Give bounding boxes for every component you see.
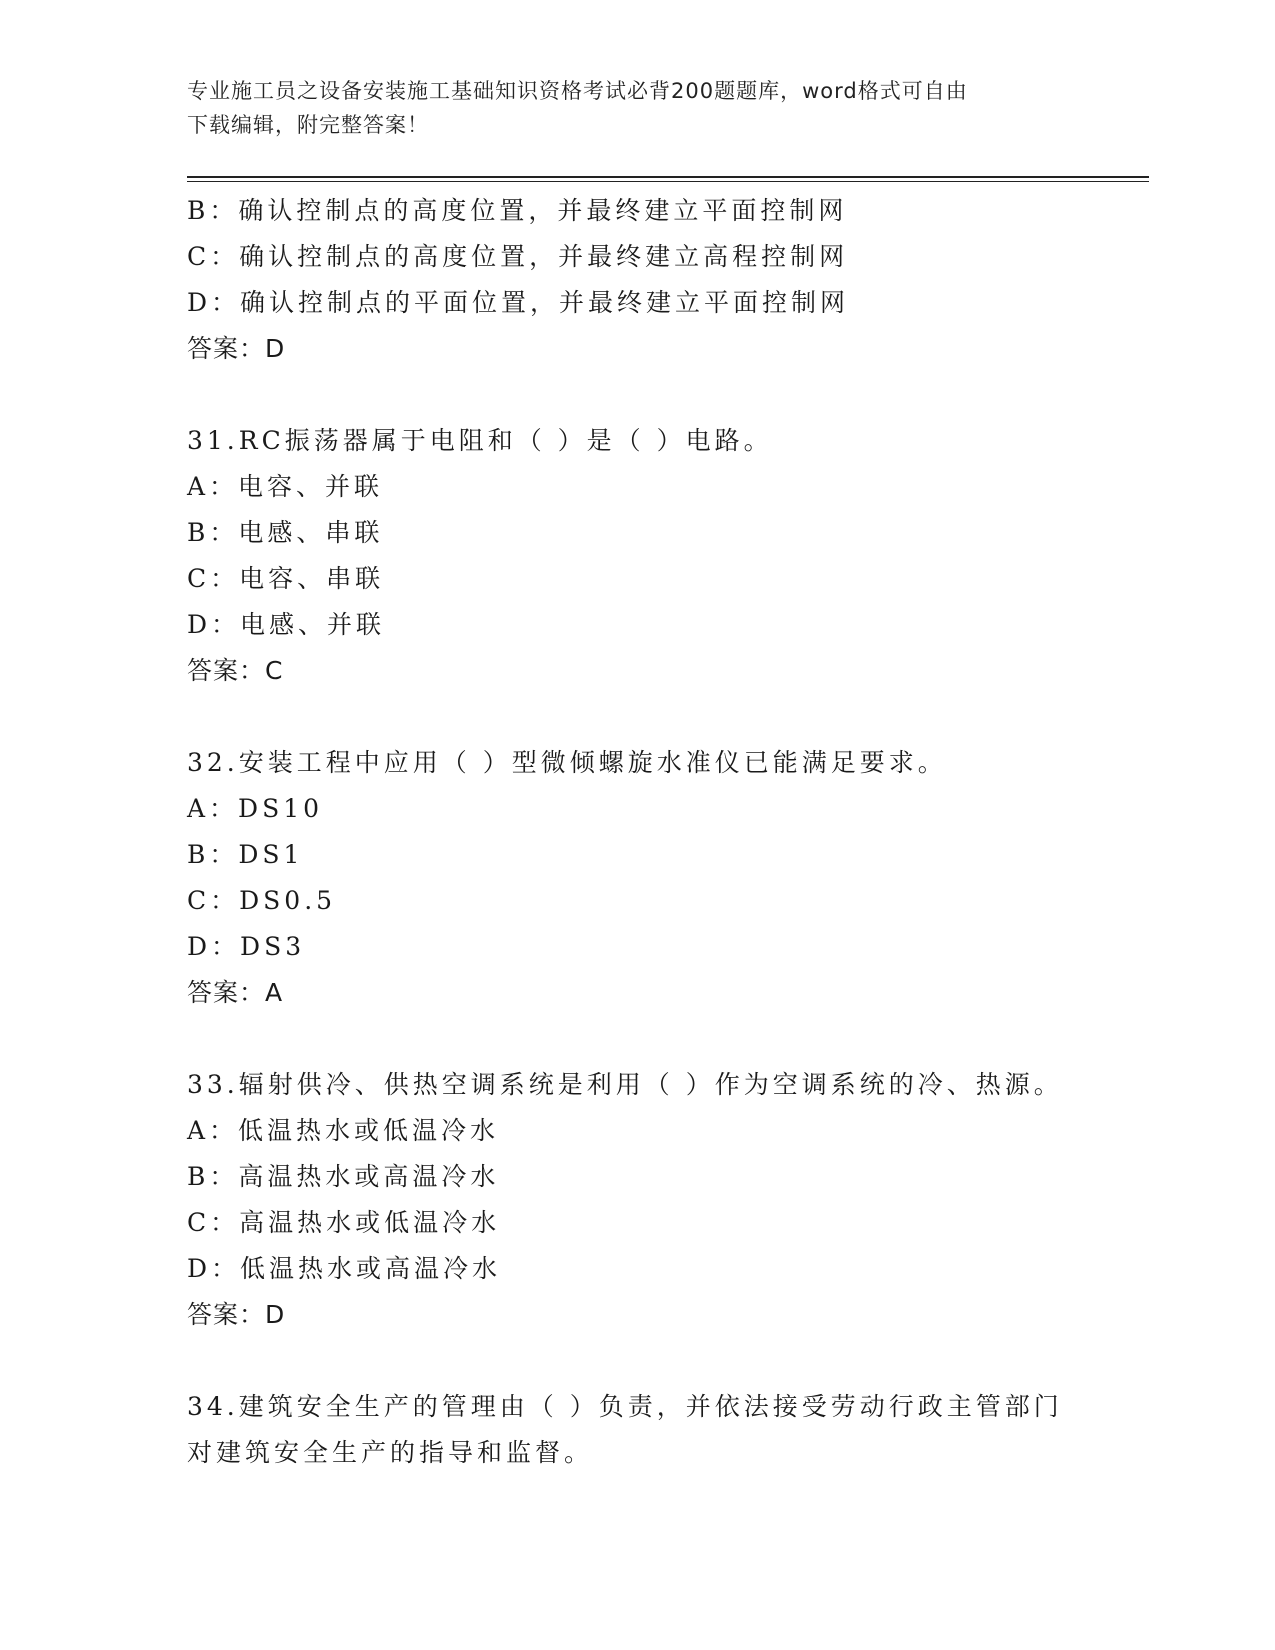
- option-c: C：确认控制点的高度位置，并最终建立高程控制网: [187, 242, 849, 271]
- option-d: D：低温热水或高温冷水: [187, 1254, 502, 1283]
- question-stem-line-2: 对建筑安全生产的指导和监督。: [187, 1438, 594, 1467]
- answer-line: 答案：A: [187, 978, 284, 1007]
- header-divider-thin: [187, 181, 1149, 182]
- question-30-continued: [187, 188, 1087, 372]
- question-34: [187, 1384, 1087, 1476]
- header-title-line-2: 下载编辑，附完整答案！: [187, 113, 429, 137]
- option-b: B：高温热水或高温冷水: [187, 1162, 500, 1191]
- option-d: D：电感、并联: [187, 610, 386, 639]
- page-header: [187, 74, 1067, 142]
- question-list: [187, 188, 1087, 1476]
- question-32: [187, 740, 1087, 1016]
- header-title-line-1: 专业施工员之设备安装施工基础知识资格考试必背200题题库，word格式可自由: [187, 79, 968, 103]
- header-divider-thick: [187, 176, 1149, 178]
- option-b: B：DS1: [187, 840, 304, 869]
- question-stem: 31.RC振荡器属于电阻和（ ）是（ ）电路。: [187, 426, 773, 455]
- option-d: D：DS3: [187, 932, 306, 961]
- option-a: A：低温热水或低温冷水: [187, 1116, 500, 1145]
- answer-line: 答案：C: [187, 656, 284, 685]
- option-b: B：电感、串联: [187, 518, 384, 547]
- option-d: D：确认控制点的平面位置，并最终建立平面控制网: [187, 288, 850, 317]
- question-31: [187, 418, 1087, 694]
- option-a: A：电容、并联: [187, 472, 384, 501]
- question-stem-line-1: 34.建筑安全生产的管理由（ ）负责，并依法接受劳动行政主管部门: [187, 1392, 1063, 1421]
- option-c: C：电容、串联: [187, 564, 385, 593]
- question-33: [187, 1062, 1087, 1338]
- option-a: A：DS10: [187, 794, 324, 823]
- option-c: C：DS0.5: [187, 886, 337, 915]
- answer-line: 答案：D: [187, 1300, 286, 1329]
- option-c: C：高温热水或低温冷水: [187, 1208, 501, 1237]
- question-stem: 32.安装工程中应用（ ）型微倾螺旋水准仪已能满足要求。: [187, 748, 947, 777]
- option-b: B：确认控制点的高度位置，并最终建立平面控制网: [187, 196, 848, 225]
- question-stem: 33.辐射供冷、供热空调系统是利用（ ）作为空调系统的冷、热源。: [187, 1070, 1063, 1099]
- answer-line: 答案：D: [187, 334, 286, 363]
